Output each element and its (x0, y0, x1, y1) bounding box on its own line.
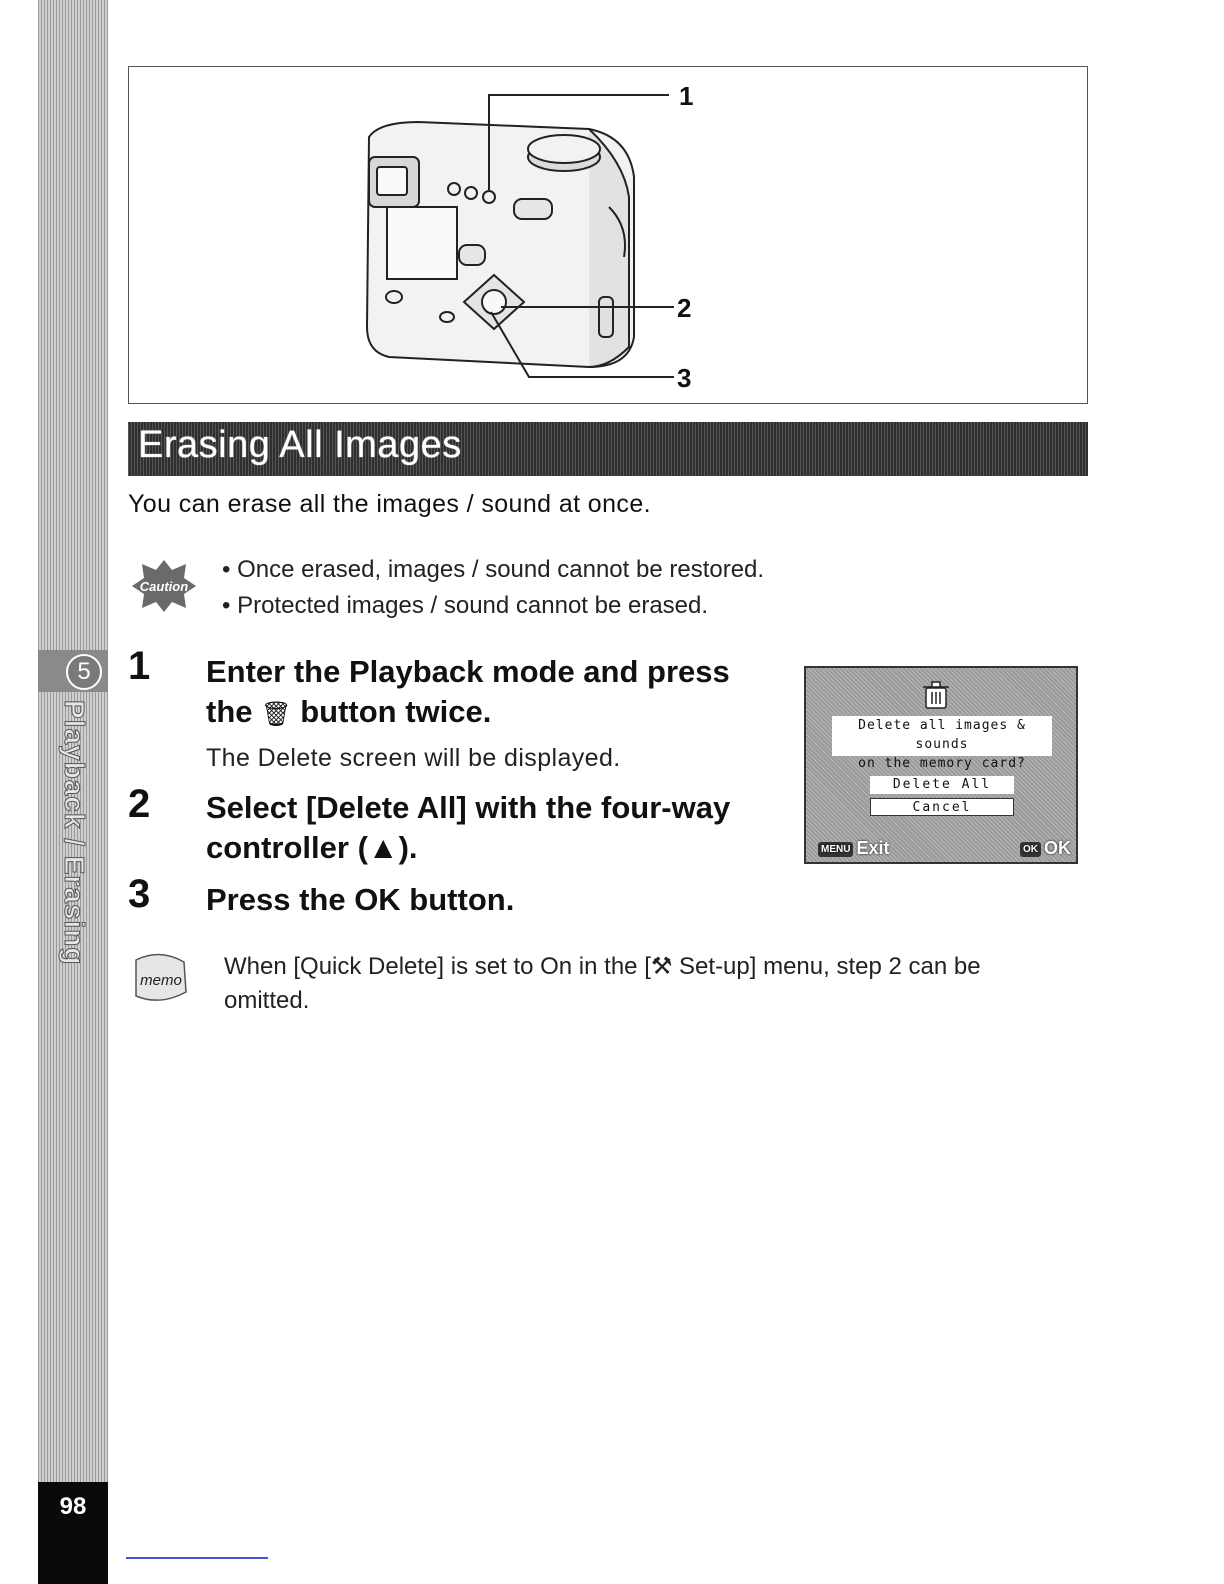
memo-label: memo (140, 972, 182, 989)
page-number: 98 (38, 1482, 108, 1584)
caution-icon (130, 558, 198, 614)
trash-icon: 🗑 (261, 701, 292, 728)
delete-all-icon (918, 676, 954, 710)
camera-figure (128, 66, 1088, 404)
button-b (465, 187, 477, 199)
button-a (448, 183, 460, 195)
section-banner (128, 422, 1088, 476)
footer-rule (126, 1557, 268, 1559)
step-3-title: Press the OK button. (206, 882, 515, 917)
step-1-title (206, 652, 786, 735)
delete-prompt (832, 716, 1052, 771)
step-1-title-post: button twice. (291, 694, 492, 729)
caution-list (222, 552, 764, 624)
memo-icon (130, 952, 190, 1004)
step-2-title-line2: controller (▲). (206, 830, 418, 865)
section-title: Erasing All Images (138, 424, 462, 466)
caution-item: • Protected images / sound cannot be erased. (222, 588, 764, 624)
step-3-number: 3 (128, 872, 151, 916)
step-1-title-pre: the (206, 694, 262, 729)
caution-item: • Once erased, images / sound cannot be restored. (222, 552, 764, 588)
lcd-panel (387, 207, 457, 279)
cancel-option[interactable]: Cancel (870, 798, 1014, 816)
memo-line1: When [Quick Delete] is set to On in the [⚒ Set-up] menu, step 2 can be (224, 953, 981, 980)
callout-1: 1 (679, 81, 694, 111)
ok-key: OK (1020, 842, 1041, 857)
chapter-number: 5 (66, 654, 102, 690)
step-1-number: 1 (128, 644, 151, 688)
step-2-title (206, 788, 786, 868)
step-1-title-line1: Enter the Playback mode and press (206, 654, 730, 689)
callout-3: 3 (677, 363, 692, 393)
exit-label: Exit (856, 838, 890, 858)
step-2-title-line1: Select [Delete All] with the four-way (206, 790, 731, 825)
delete-all-option[interactable]: Delete All (870, 776, 1014, 794)
ok-label: OK (1044, 838, 1071, 858)
callout-2: 2 (677, 293, 692, 323)
step-2-number: 2 (128, 782, 151, 826)
delete-prompt-line1: Delete all images & sounds (858, 718, 1026, 752)
memo-line2: omitted. (224, 987, 310, 1014)
erase-button (483, 191, 495, 203)
camera-illustration (129, 67, 1087, 403)
memo-text (224, 950, 1084, 1018)
delete-prompt-line2: on the memory card? (858, 756, 1026, 771)
delete-screen (804, 666, 1078, 864)
step-1-description: The Delete screen will be displayed. (206, 744, 621, 772)
exit-control[interactable] (818, 838, 889, 859)
menu-key: MENU (818, 842, 853, 857)
intro-text: You can erase all the images / sound at once. (128, 490, 651, 518)
chapter-title: Playback / Erasing (59, 700, 90, 966)
caution-label: Caution (139, 579, 189, 594)
ok-control[interactable] (1020, 838, 1071, 859)
